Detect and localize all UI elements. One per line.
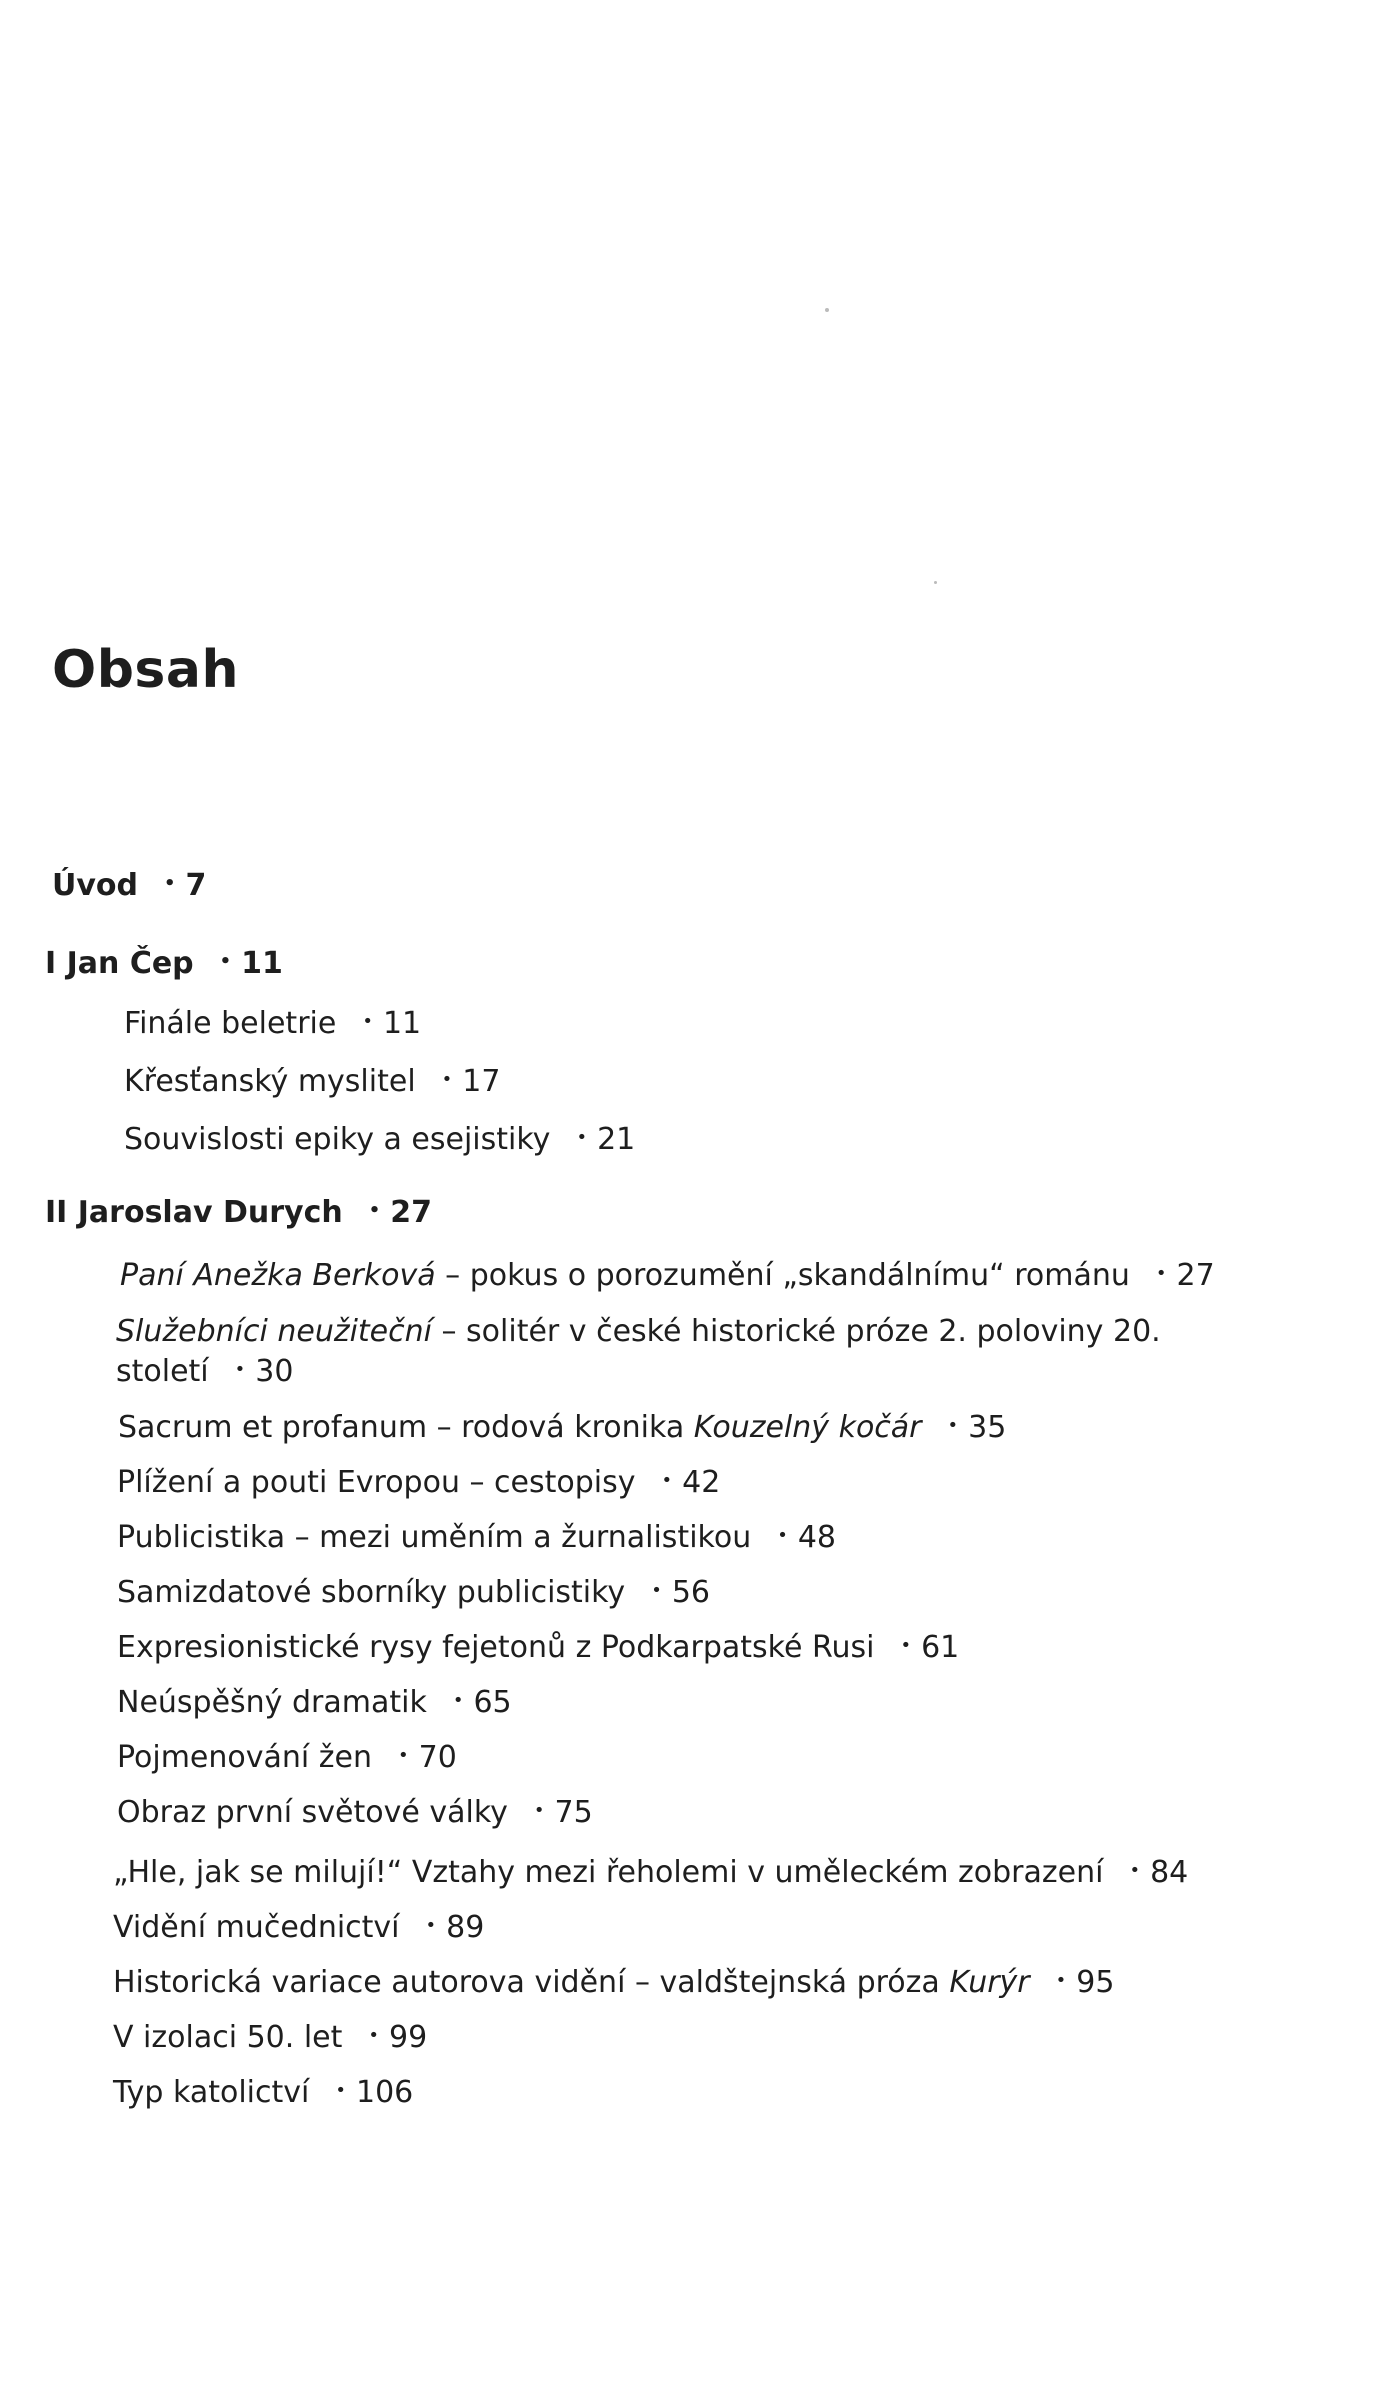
toc-entry-title: Vidění mučednictví <box>113 1910 400 1945</box>
toc-page-number: 75 <box>554 1795 593 1830</box>
bullet-separator: • <box>362 1010 373 1032</box>
toc-entry <box>120 1258 1215 1295</box>
bullet-separator: • <box>368 1199 381 1221</box>
toc-entry-title: Expresionistické rysy fejetonů z Podkarpatské Rusi <box>117 1630 875 1665</box>
toc-page-number: 30 <box>255 1354 294 1389</box>
bullet-separator: • <box>651 1579 662 1601</box>
toc-entry <box>113 1965 1114 2002</box>
toc-entry-title: Pojmenování žen <box>117 1740 372 1775</box>
toc-page-number: 11 <box>241 946 283 981</box>
toc-entry-title: V izolaci 50. let <box>113 2020 343 2055</box>
toc-entry <box>116 1312 1216 1393</box>
bullet-separator: • <box>533 1799 545 1821</box>
toc-page-number: 27 <box>390 1195 432 1230</box>
page-title: Obsah <box>52 640 239 700</box>
toc-entry-title: Obraz první světové války <box>117 1795 508 1830</box>
toc-entry <box>113 1910 484 1947</box>
bullet-separator: • <box>900 1634 912 1656</box>
bullet-separator: • <box>219 950 232 972</box>
toc-page-number: 27 <box>1176 1258 1215 1293</box>
toc-page-number: 11 <box>382 1006 422 1041</box>
bullet-separator: • <box>576 1126 588 1148</box>
toc-page-number: 56 <box>671 1575 710 1610</box>
toc-entry-title: „Hle, jak se milují!“ Vztahy mezi řeholemi v uměleckém zobrazení <box>113 1855 1104 1890</box>
toc-entry <box>117 1465 720 1502</box>
toc-page-number: 61 <box>921 1630 960 1665</box>
toc-entry <box>117 1520 836 1557</box>
toc-page-number: 106 <box>355 2075 414 2110</box>
toc-entry <box>117 1740 457 1777</box>
bullet-separator: • <box>425 1914 437 1936</box>
toc-entry-title: – solitér v české historické próze 2. poloviny 20. století <box>116 1314 1161 1389</box>
bullet-separator: • <box>441 1068 453 1090</box>
toc-entry-title: Publicistika – mezi uměním a žurnalistikou <box>117 1520 752 1555</box>
toc-entry-title: Historická variace autorova vidění – valdštejnská próza <box>113 1965 950 2000</box>
toc-section-entry <box>52 868 206 905</box>
toc-page-number: 35 <box>968 1410 1007 1445</box>
toc-entry-title: Křesťanský myslitel <box>124 1064 416 1099</box>
toc-entry <box>117 1685 512 1722</box>
toc-section-entry <box>45 946 283 983</box>
toc-section-entry <box>45 1195 432 1232</box>
toc-entry <box>117 1630 959 1667</box>
toc-entry-title: Služebníci neužiteční <box>116 1314 432 1349</box>
toc-entry <box>124 1122 635 1159</box>
bullet-separator: • <box>234 1358 246 1380</box>
toc-entry-title: I Jan Čep <box>45 946 194 981</box>
toc-page-number: 95 <box>1076 1965 1115 2000</box>
bullet-separator: • <box>335 2079 346 2101</box>
toc-entry <box>113 2020 427 2057</box>
bullet-separator: • <box>164 872 176 894</box>
toc-page-number: 17 <box>462 1064 501 1099</box>
bullet-separator: • <box>1129 1859 1141 1881</box>
toc-entry <box>117 1575 710 1612</box>
toc-entry-title: Neúspěšný dramatik <box>117 1685 427 1720</box>
toc-page-number: 89 <box>446 1910 485 1945</box>
toc-entry <box>113 1855 1188 1892</box>
toc-page-number: 70 <box>418 1740 457 1775</box>
toc-entry <box>113 2075 413 2112</box>
bullet-separator: • <box>368 2024 380 2046</box>
toc-entry <box>124 1006 421 1043</box>
toc-entry-title: Kouzelný kočár <box>693 1410 922 1445</box>
bullet-separator: • <box>661 1469 673 1491</box>
toc-page-number: 7 <box>185 868 207 903</box>
bullet-separator: • <box>1055 1969 1067 1991</box>
toc-page-number: 99 <box>389 2020 428 2055</box>
bullet-separator: • <box>1155 1262 1167 1284</box>
toc-entry-title: Finále beletrie <box>124 1006 337 1041</box>
toc-entry-title: Typ katolictví <box>113 2075 310 2110</box>
toc-entry <box>118 1410 1006 1447</box>
toc-entry-title: Úvod <box>52 868 139 903</box>
scan-speck <box>934 581 937 584</box>
toc-entry-title: Kurýr <box>949 1965 1030 2000</box>
scan-speck <box>825 308 829 312</box>
toc-entry-title: Sacrum et profanum – rodová kronika <box>118 1410 694 1445</box>
toc-entry-title: Plížení a pouti Evropou – cestopisy <box>117 1465 636 1500</box>
bullet-separator: • <box>398 1744 409 1766</box>
toc-entry-title: Souvislosti epiky a esejistiky <box>124 1122 551 1157</box>
toc-entry-title: II Jaroslav Durych <box>45 1195 343 1230</box>
toc-entry-title: Samizdatové sborníky publicistiky <box>117 1575 626 1610</box>
toc-entry <box>117 1795 593 1832</box>
toc-entry <box>124 1064 500 1101</box>
toc-entry-title: – pokus o porozumění „skandálnímu“ románu <box>435 1258 1130 1293</box>
toc-page-number: 48 <box>797 1520 837 1555</box>
bullet-separator: • <box>452 1689 464 1711</box>
toc-page-number: 42 <box>682 1465 721 1500</box>
bullet-separator: • <box>947 1414 959 1436</box>
toc-entry-title: Paní Anežka Berková <box>120 1258 436 1293</box>
toc-page-number: 21 <box>597 1122 636 1157</box>
toc-page-number: 65 <box>473 1685 512 1720</box>
bullet-separator: • <box>777 1524 788 1546</box>
toc-page-number: 84 <box>1150 1855 1189 1890</box>
